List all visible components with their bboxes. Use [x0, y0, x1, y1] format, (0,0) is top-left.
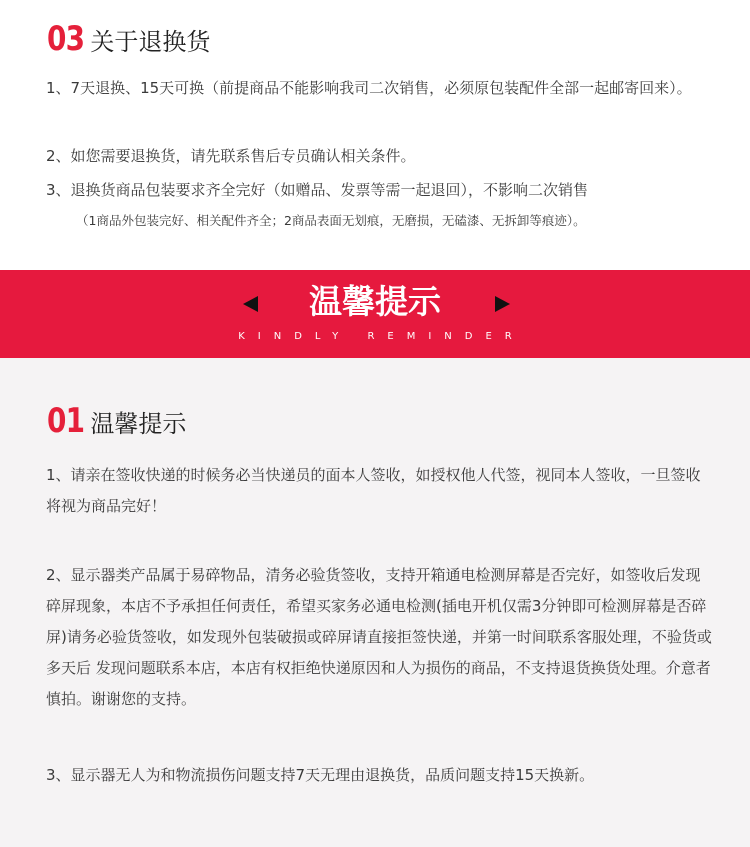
- returns-item-2: 2、如您需要退换货，请先联系售后专员确认相关条件。: [46, 147, 416, 165]
- banner-title: 温馨提示: [309, 282, 441, 321]
- reminder-item-3: 3、显示器无人为和物流损伤问题支持7天无理由退换货，品质问题支持15天换新。: [46, 766, 595, 784]
- returns-note: （1商品外包装完好、相关配件齐全；2商品表面无划痕，无磨损，无磕漆、无拆卸等痕迹）。: [76, 213, 586, 228]
- section-title: 关于退换货: [90, 28, 211, 56]
- reminder-item-2: 2、显示器类产品属于易碎物品，清务必验货签收，支持开箱通电检测屏幕是否完好，如签收后发现碎屏现象，本店不予承担任何责任，希望买家务必通电检测(插电开机仅需3分钟即可检测屏幕是否碎屏)请务必验货签收，如发现外包装破损或碎屏请直接拒签快递，并第一时间联系客服处理，不验货或多天后 发现问题联系本店，本店有权拒绝快递原因和人为损伤的商品，不支持退货换货处理。介意者慎拍。谢谢您的支持。: [46, 566, 712, 708]
- returns-item-3: 3、退换货商品包装要求齐全完好（如赠品、发票等需一起退回），不影响二次销售: [46, 181, 589, 199]
- returns-item-1: 1、7天退换、15天可换（前提商品不能影响我司二次销售，必须原包装配件全部一起邮寄回来）。: [46, 79, 692, 97]
- section-number: 01: [47, 401, 85, 441]
- reminder-banner: [0, 270, 750, 358]
- section-number: 03: [47, 19, 85, 59]
- banner-subtitle: KINDLY REMINDER: [238, 331, 525, 342]
- reminder-item-1: 1、请亲在签收快递的时候务必当快递员的面本人签收，如授权他人代签，视同本人签收，一旦签收将视为商品完好！: [46, 466, 701, 515]
- triangle-left-icon: [243, 296, 258, 312]
- reminder-heading: [47, 401, 187, 441]
- returns-heading: [47, 19, 211, 59]
- section-title: 温馨提示: [90, 410, 187, 438]
- triangle-right-icon: [495, 296, 510, 312]
